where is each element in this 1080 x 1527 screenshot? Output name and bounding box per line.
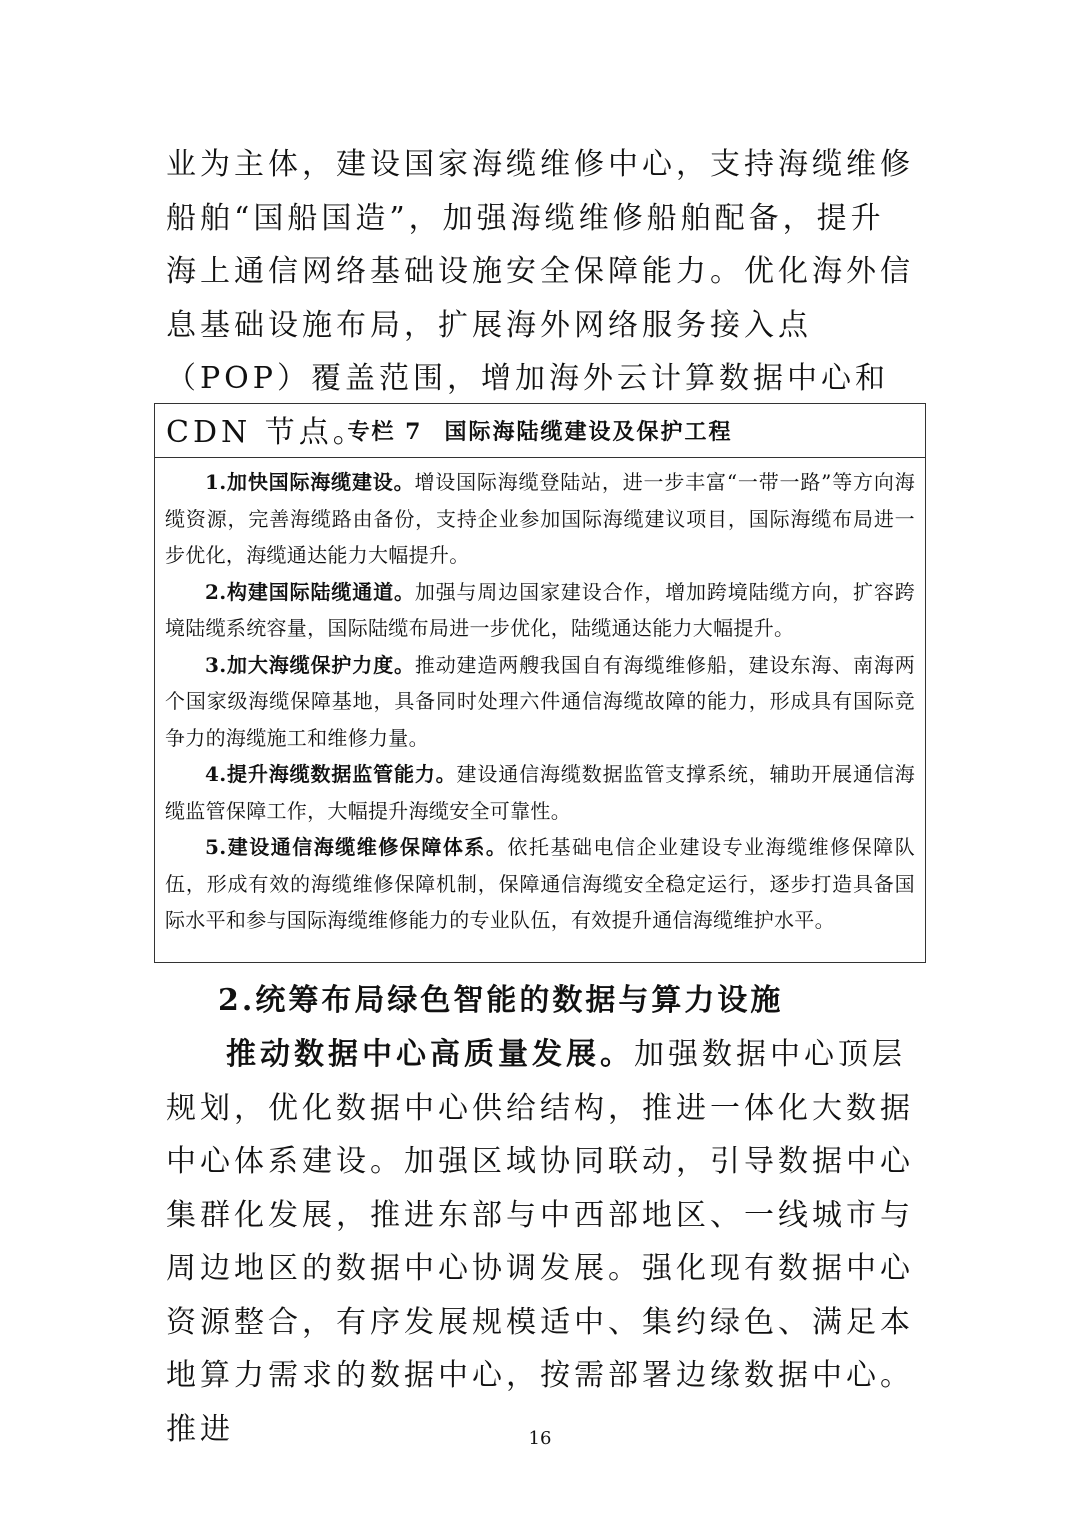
column-item-5: [165, 829, 915, 939]
column-box-title: [155, 404, 925, 458]
section-paragraph: [166, 1028, 918, 1456]
section-paragraph-lead: 推动数据中心高质量发展。: [226, 1037, 634, 1072]
item-heading: 3.加大海缆保护力度。: [205, 652, 415, 677]
intro-paragraph: 业为主体，建设国家海缆维修中心，支持海缆维修船舶“国船国造”，加强海缆维修船舶配备，提升海上通信网络基础设施安全保障能力。优化海外信息基础设施布局，扩展海外网络服务接入点（POP）覆盖范围，增加海外云计算数据中心和 CDN 节点。: [166, 147, 914, 450]
section-paragraph-text: 加强数据中心顶层规划，优化数据中心供给结构，推进一体化大数据中心体系建设。加强区域协同联动，引导数据中心集群化发展，推进东部与中西部地区、一线城市与周边地区的数据中心协调发展。强化现有数据中心资源整合，有序发展规模适中、集约绿色、满足本地算力需求的数据中心，按需部署边缘数据中心。推进: [166, 1037, 914, 1447]
column-label: 专栏 7: [347, 419, 423, 445]
column-title: 国际海陆缆建设及保护工程: [444, 419, 733, 445]
item-heading: 5.建设通信海缆维修保障体系。: [205, 835, 508, 859]
item-heading: 2.构建国际陆缆通道。: [205, 579, 415, 604]
column-item-3: [165, 647, 915, 757]
column-item-1: [165, 464, 915, 574]
item-text: 加强与周边国家建设合作，增加跨境陆缆方向，扩容跨境陆缆系统容量，国际陆缆布局进一步优化，陆缆通达能力大幅提升。: [165, 579, 915, 640]
item-heading: 4.提升海缆数据监管能力。: [205, 762, 457, 786]
item-text: 依托基础电信企业建设专业海缆维修保障队伍，形成有效的海缆维修保障机制，保障通信海缆安全稳定运行，逐步打造具备国际水平和参与国际海缆维修能力的专业队伍，有效提升通信海缆维护水平。: [165, 835, 915, 932]
item-heading: 1.加快国际海缆建设。: [205, 470, 415, 494]
page-number: 16: [528, 1428, 552, 1449]
column-box-body: [155, 458, 925, 939]
item-text: 建设通信海缆数据监管支撑系统，辅助开展通信海缆监管保障工作，大幅提升海缆安全可靠性。: [165, 762, 915, 823]
column-item-2: [165, 574, 915, 647]
column-item-4: [165, 756, 915, 829]
column-box: [154, 403, 926, 963]
item-text: 推动建造两艘我国自有海缆维修船，建设东海、南海两个国家级海缆保障基地，具备同时处理六件通信海缆故障的能力，形成具有国际竞争力的海缆施工和维修力量。: [165, 652, 915, 750]
item-text: 增设国际海缆登陆站，进一步丰富“一带一路”等方向海缆资源，完善海缆路由备份，支持企业参加国际海缆建议项目，国际海缆布局进一步优化，海缆通达能力大幅提升。: [165, 470, 915, 567]
section-heading: 2.统筹布局绿色智能的数据与算力设施: [218, 983, 784, 1018]
